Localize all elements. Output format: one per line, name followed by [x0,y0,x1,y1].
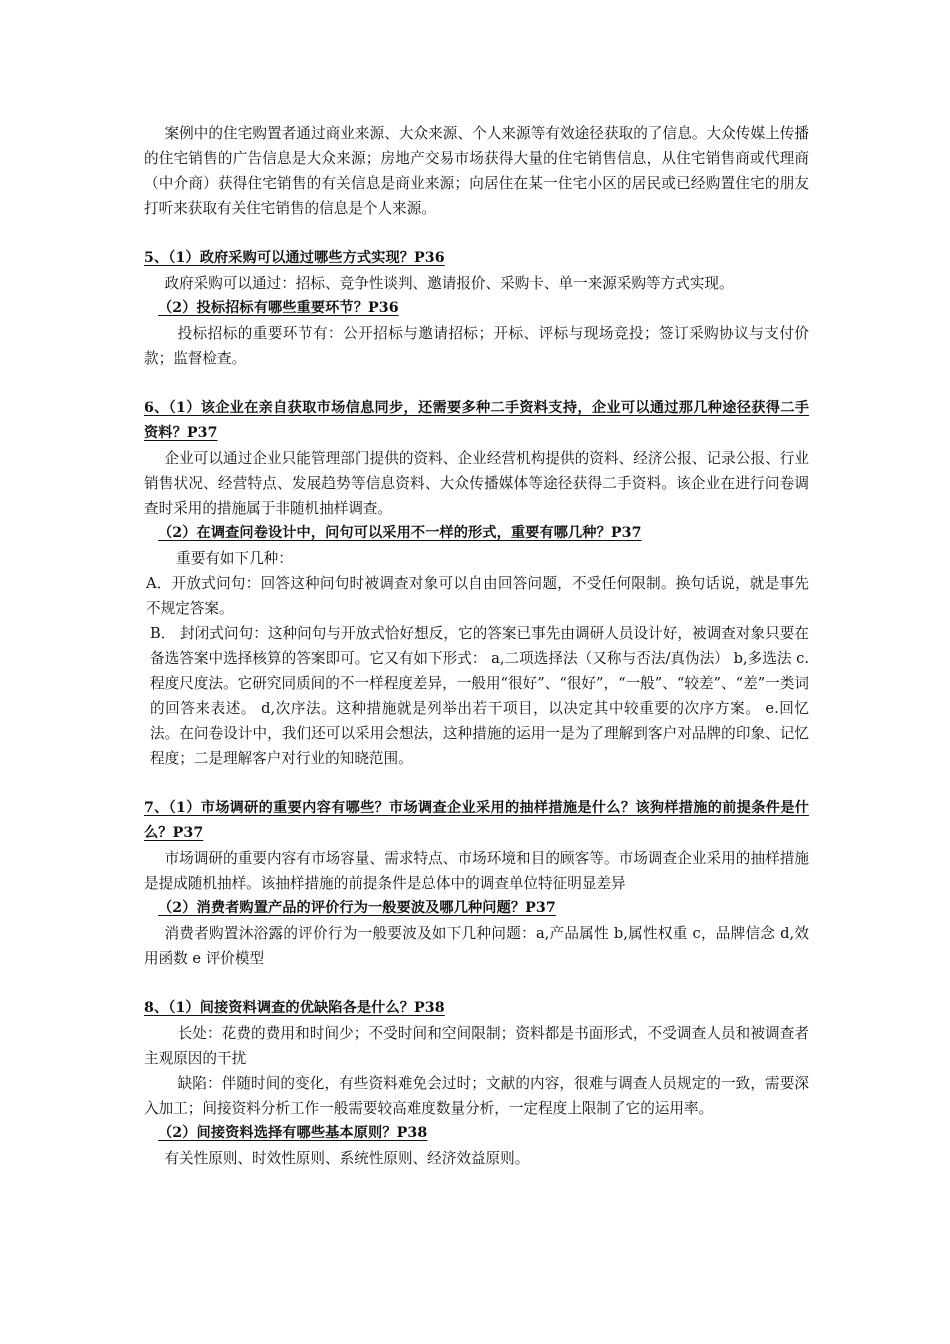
answer-6-2-option-b: B． 封闭式问句：这种问句与开放式恰好想反，它的答案已事先由调研人员设计好，被调查对象只要在备选答案中选择核算的答案即可。它又有如下形式： a,二项选择法（又称与否法/真伪法） b,多选法 c.程度尺度法。它研究同质间的不一样程度差异，一般用“很好”、“很好”，“一般”、“较差”、“差”一类词的回答来表述。 d,次序法。这种措施就是列举出若干项目，以决定其中较重要的次序方案。 e.回忆法。在问卷设计中，我们还可以采用会想法，这种措施的运用一是为了理解到客户对品牌的印象、记忆程度；二是理解客户对行业的知晓范围。 [150,625,809,767]
question-8-2: （2）间接资料选择有哪些基本原则？P38 [158,1125,428,1141]
answer-7-2: 消费者购置沐浴露的评价行为一般要波及如下几种问题：a,产品属性 b,属性权重 c，品牌信念 d,效用函数 e 评价模型 [144,925,809,967]
spacer [144,371,809,396]
document-page [144,121,809,1171]
answer-6-1: 企业可以通过企业只能管理部门提供的资料、企业经营机构提供的资料、经济公报、记录公报、行业销售状况、经营特点、发展趋势等信息资料、大众传播媒体等途径获得二手资料。该企业在进行问卷调查时采用的措施属于非随机抽样调查。 [144,450,809,517]
spacer [144,221,809,246]
answer-7-1: 市场调研的重要内容有市场容量、需求特点、市场环境和目的顾客等。市场调查企业采用的抽样措施是提成随机抽样。该抽样措施的前提条件是总体中的调查单位特征明显差异 [144,850,809,892]
answer-6-2-intro: 重要有如下几种： [176,550,293,567]
question-7-2: （2）消费者购置产品的评价行为一般要波及哪几种问题？P37 [158,900,556,916]
question-8-1: 8、（1）间接资料调查的优缺陷各是什么？P38 [144,1000,445,1016]
question-6-1: 6、（1）该企业在亲自获取市场信息同步，还需要多种二手资料支持，企业可以通过那几种途径获得二手资料？P37 [144,400,809,441]
question-5-2: （2）投标招标有哪些重要环节？P36 [158,300,399,316]
intro-paragraph: 案例中的住宅购置者通过商业来源、大众来源、个人来源等有效途径获取的了信息。大众传媒上传播的住宅销售的广告信息是大众来源；房地产交易市场获得大量的住宅销售信息，从住宅销售商或代理商（中介商）获得住宅销售的有关信息是商业来源；向居住在某一住宅小区的居民或已经购置住宅的朋友打听来获取有关住宅销售的信息是个人来源。 [144,125,809,217]
question-5-1: 5、（1）政府采购可以通过哪些方式实现？P36 [144,250,445,266]
question-6-2: （2）在调查问卷设计中，问句可以采用不一样的形式，重要有哪几种？P37 [158,525,642,541]
answer-5-1: 政府采购可以通过：招标、竞争性谈判、邀请报价、采购卡、单一来源采购等方式实现。 [164,275,734,292]
spacer [144,971,809,996]
question-7-1: 7、（1）市场调研的重要内容有哪些？市场调查企业采用的抽样措施是什么？该狗样措施的前提条件是什么？P37 [144,800,809,841]
answer-8-2: 有关性原则、时效性原则、系统性原则、经济效益原则。 [164,1150,530,1167]
answer-8-1-cons: 缺陷：伴随时间的变化，有些资料难免会过时；文献的内容，很难与调查人员规定的一致，需要深入加工；间接资料分析工作一般需要较高难度数量分析，一定程度上限制了它的运用率。 [144,1075,809,1117]
spacer [144,771,809,796]
answer-5-2: 投标招标的重要环节有：公开招标与邀请招标；开标、评标与现场竞投；签订采购协议与支付价款；监督检查。 [144,325,809,367]
answer-8-1-pros: 长处：花费的费用和时间少；不受时间和空间限制；资料都是书面形式，不受调查人员和被调查者主观原因的干扰 [144,1025,809,1067]
answer-6-2-option-a: A．开放式问句：回答这种问句时被调查对象可以自由回答问题，不受任何限制。换句话说，就是事先不规定答案。 [146,575,809,617]
